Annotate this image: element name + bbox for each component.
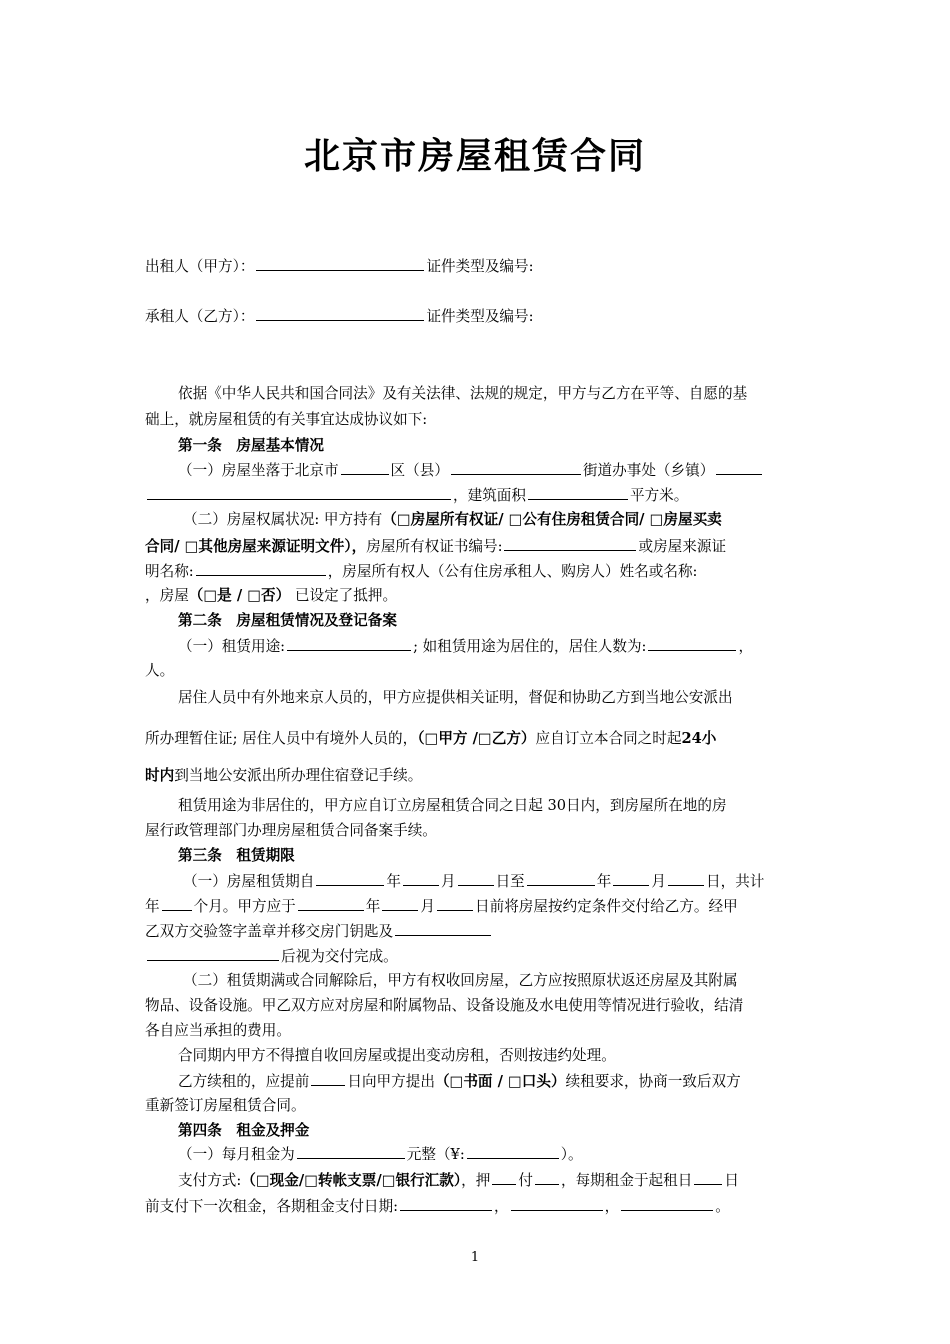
- text: （一）每月租金为: [178, 1146, 295, 1163]
- end-year-blank[interactable]: [527, 871, 595, 886]
- page-number: 1: [470, 1250, 480, 1265]
- text: 日，共计: [706, 873, 765, 890]
- text: 日: [724, 1172, 739, 1189]
- text: 区（县）: [390, 462, 449, 479]
- text: ，房屋所有权人（公有住房承租人、购房人）姓名或名称:: [327, 563, 698, 580]
- certificate-number-blank[interactable]: [504, 536, 636, 551]
- article-4-p2-line-2: [145, 1196, 730, 1217]
- article-3-p1-line-3: [145, 921, 493, 942]
- party-a-line: [145, 256, 534, 277]
- intro-line-2: 础上，就房屋租赁的有关事宜达成协议如下:: [145, 411, 428, 428]
- handover-year-blank[interactable]: [298, 896, 364, 911]
- party-b-name-blank[interactable]: [256, 306, 424, 321]
- text: ，: [738, 638, 754, 655]
- rent-amount-blank[interactable]: [297, 1144, 405, 1159]
- text: 乙方续租的，应提前: [178, 1073, 310, 1090]
- pay-months-blank[interactable]: [535, 1170, 559, 1185]
- end-month-blank[interactable]: [613, 871, 649, 886]
- article-3-p2-line-1: （二）租赁期满或合同解除后，甲方有权收回房屋，乙方应按照原状返还房屋及其附属: [183, 972, 738, 989]
- text: 日向甲方提出: [347, 1073, 435, 1090]
- article-3-p4-line-1: [178, 1071, 741, 1092]
- text: 房屋所有权证书编号:: [366, 538, 503, 555]
- text: 后视为交付完成。: [281, 948, 398, 965]
- text: 街道办事处（乡镇）: [582, 462, 715, 479]
- renewal-options[interactable]: （□书面 / □口头）: [434, 1073, 566, 1090]
- text: ，: [604, 1198, 620, 1215]
- text: 。: [715, 1198, 730, 1215]
- start-day-blank[interactable]: [458, 871, 494, 886]
- payment-method-options[interactable]: （□现金/□转帐支票/□银行汇款）: [241, 1172, 462, 1189]
- months-blank[interactable]: [162, 896, 192, 911]
- text: ，房屋: [145, 587, 189, 604]
- text: 已设定了抵押。: [294, 587, 398, 604]
- occupants-blank[interactable]: [648, 636, 736, 651]
- article-2-p1-line-2: 人。: [145, 662, 175, 679]
- handover-day-blank[interactable]: [437, 896, 473, 911]
- items-blank[interactable]: [147, 946, 279, 961]
- street-blank[interactable]: [451, 460, 581, 475]
- text: 明名称:: [145, 563, 194, 580]
- text: （一）租赁用途:: [178, 638, 286, 655]
- text: ）。: [560, 1146, 583, 1163]
- text: 乙双方交验签字盖章并移交房门钥匙及: [145, 923, 394, 940]
- party-a-id-label: 证件类型及编号:: [426, 258, 534, 275]
- article-2-p2-line-3: [145, 766, 422, 786]
- article-4-p2-line-1: [178, 1170, 739, 1191]
- article-3-p2-line-3: 各自应当承担的费用。: [145, 1022, 291, 1039]
- address-blank[interactable]: [147, 485, 451, 500]
- article-2-p2-line-2: [145, 729, 716, 749]
- text: 月: [420, 898, 435, 915]
- text: 月: [440, 873, 456, 890]
- text: 应自订立本合同之时起: [535, 730, 682, 747]
- text: ; 如租赁用途为居住的，居住人数为:: [413, 638, 647, 655]
- party-a-name-blank[interactable]: [256, 256, 424, 271]
- advance-days-blank[interactable]: [694, 1170, 722, 1185]
- rent-figure-blank[interactable]: [467, 1144, 559, 1159]
- document-name-blank[interactable]: [196, 561, 326, 576]
- article-1-p2-line-4: [145, 586, 397, 606]
- article-3-p1-line-2: [145, 896, 738, 917]
- article-1-p2-line-3: [145, 561, 697, 582]
- document-title: 北京市房屋租赁合同: [303, 135, 646, 177]
- pay-date-2-blank[interactable]: [511, 1196, 603, 1211]
- start-year-blank[interactable]: [316, 871, 384, 886]
- text: （一）房屋坐落于北京市: [178, 462, 339, 479]
- ownership-options[interactable]: （□房屋所有权证/ □公有住房租赁合同/ □房屋买卖: [382, 511, 722, 528]
- text: 元整（¥:: [406, 1146, 465, 1163]
- text: ，: [494, 1198, 509, 1215]
- registrant-options[interactable]: （□甲方 /□乙方）: [417, 730, 536, 747]
- pay-date-3-blank[interactable]: [621, 1196, 713, 1211]
- text: 月: [651, 873, 666, 890]
- renewal-days-blank[interactable]: [311, 1071, 345, 1086]
- text: 年: [386, 873, 401, 890]
- usage-blank[interactable]: [287, 636, 411, 651]
- mortgage-options[interactable]: （□是 / □否）: [188, 587, 291, 604]
- text: 支付方式:: [178, 1172, 242, 1189]
- article-4-p1: [178, 1144, 583, 1165]
- article-3-heading: 第三条 租赁期限: [178, 847, 295, 864]
- keys-blank[interactable]: [395, 921, 491, 936]
- text: 时内: [145, 767, 175, 784]
- text: 日前将房屋按约定条件交付给乙方。经甲: [475, 898, 738, 915]
- article-1-heading: 第一条 房屋基本情况: [178, 437, 324, 454]
- text: 平方米。: [629, 487, 689, 504]
- article-3-p1-line-4: [145, 946, 398, 967]
- party-a-label: 出租人（甲方）：: [145, 258, 255, 275]
- article-1-p1-line-2: [145, 485, 688, 506]
- article-2-p2-line-1: 居住人员中有外地来京人员的，甲方应提供相关证明，督促和协助乙方到当地公安派出: [178, 689, 733, 706]
- text: 前支付下一次租金，各期租金支付日期:: [145, 1198, 399, 1215]
- article-3-p3: 合同期内甲方不得擅自收回房屋或提出变动房租，否则按违约处理。: [178, 1047, 616, 1064]
- article-2-p1-line-1: [178, 636, 753, 657]
- text: 付: [518, 1172, 533, 1189]
- text: 个月。甲方应于: [193, 898, 296, 915]
- area-blank[interactable]: [528, 485, 628, 500]
- start-month-blank[interactable]: [403, 871, 439, 886]
- district-blank[interactable]: [341, 460, 389, 475]
- text: 所办理暂住证; 居住人员中有境外人员的，: [145, 730, 418, 747]
- article-3-p1-line-1: [183, 871, 764, 892]
- text: 年: [596, 873, 612, 890]
- party-b-id-label: 证件类型及编号:: [426, 308, 534, 325]
- article-1-p1-line-1: [178, 460, 764, 481]
- text: 或房屋来源证: [638, 538, 727, 555]
- text: （一）房屋租赁期自: [183, 873, 315, 890]
- text: （二）房屋权属状况: 甲方持有: [183, 511, 383, 528]
- text: ，押: [461, 1172, 491, 1189]
- town-blank[interactable]: [716, 460, 762, 475]
- article-4-heading: 第四条 租金及押金: [178, 1122, 310, 1139]
- article-3-p2-line-2: 物品、设备设施。甲乙双方应对房屋和附属物品、设备设施及水电使用等情况进行验收，结清: [145, 997, 744, 1014]
- text: 年: [145, 898, 160, 915]
- party-b-line: [145, 306, 534, 327]
- text: 到当地公安派出所办理住宿登记手续。: [174, 767, 423, 784]
- intro-line-1: 依据《中华人民共和国合同法》及有关法律、法规的规定，甲方与乙方在平等、自愿的基: [178, 385, 748, 402]
- party-b-label: 承租人（乙方）：: [145, 308, 255, 325]
- article-2-p3-line-1: 租赁用途为非居住的，甲方应自订立房屋租赁合同之日起 30日内，到房屋所在地的房: [178, 797, 727, 814]
- article-1-p2-line-1: [183, 510, 722, 530]
- article-1-p2-line-2: [145, 536, 726, 557]
- text: ，建筑面积: [453, 487, 526, 504]
- deposit-months-blank[interactable]: [492, 1170, 516, 1185]
- text: 续租要求，协商一致后双方: [565, 1073, 741, 1090]
- article-3-p4-line-2: 重新签订房屋租赁合同。: [145, 1097, 306, 1114]
- text: 年: [365, 898, 381, 915]
- pay-date-1-blank[interactable]: [400, 1196, 492, 1211]
- article-2-heading: 第二条 房屋租赁情况及登记备案: [178, 612, 397, 629]
- text: 日至: [495, 873, 525, 890]
- end-day-blank[interactable]: [668, 871, 704, 886]
- handover-month-blank[interactable]: [382, 896, 418, 911]
- article-2-p3-line-2: 屋行政管理部门办理房屋租赁合同备案手续。: [145, 822, 437, 839]
- ownership-options-cont[interactable]: 合同/ □其他房屋来源证明文件），: [145, 538, 367, 555]
- text: ，每期租金于起租日: [560, 1172, 693, 1189]
- text: 24小: [681, 730, 717, 747]
